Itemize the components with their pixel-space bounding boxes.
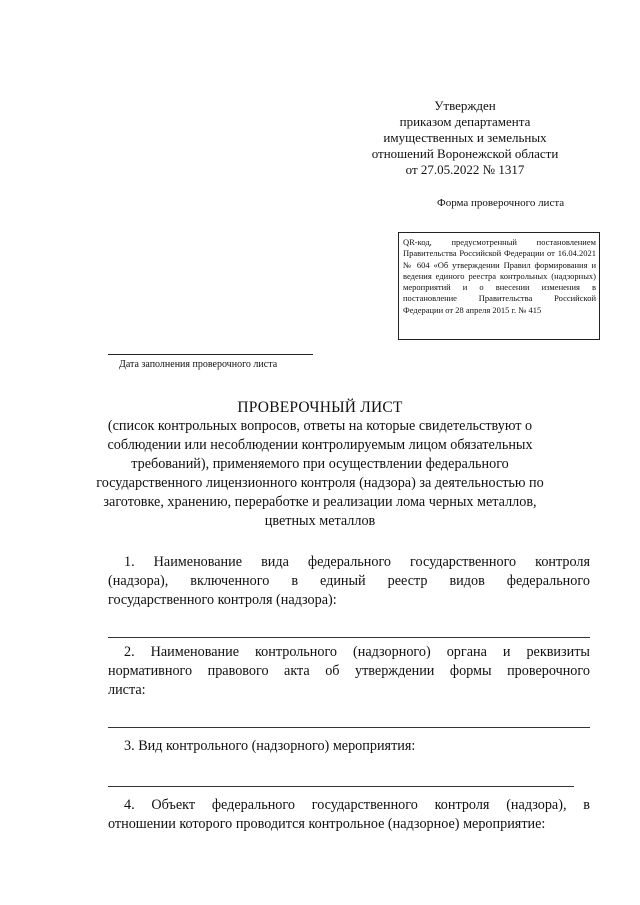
subtitle-line: цветных металлов [264, 513, 376, 529]
document-subtitle [80, 417, 560, 531]
word: листа: [108, 682, 146, 698]
word: в [291, 573, 299, 589]
approval-block [340, 98, 590, 178]
word: реестр [387, 573, 428, 589]
item-1 [108, 553, 590, 610]
word: формы [449, 663, 492, 679]
word: отношении которого проводится контрольное (надзорное) мероприятие: [108, 816, 546, 832]
date-label: Дата заполнения проверочного листа [119, 359, 278, 370]
item-4 [108, 796, 590, 834]
word: правового [207, 663, 269, 679]
word: утверждении [355, 663, 435, 679]
word: Наименование [153, 554, 243, 570]
approval-line: отношений Воронежской области [371, 146, 559, 161]
word: федерального [211, 797, 295, 813]
item-line [108, 662, 590, 681]
answer-fill-line [108, 727, 590, 728]
approval-line: Утвержден [434, 98, 496, 113]
item-line [108, 737, 590, 756]
word: государственного [311, 797, 418, 813]
word: и [502, 644, 511, 660]
item-line [108, 591, 590, 610]
approval-line: имущественных и земельных [383, 130, 547, 145]
word: федерального [307, 554, 392, 570]
answer-fill-line [108, 786, 574, 787]
item-line [108, 681, 590, 700]
word: (надзора), [108, 573, 169, 589]
word: государственного контроля (надзора): [108, 592, 337, 608]
approval-line: от 27.05.2022 № 1317 [405, 162, 525, 177]
item-line [108, 553, 590, 572]
word: 2. [124, 644, 135, 660]
word: проверочного [507, 663, 590, 679]
word: реквизиты [526, 644, 590, 660]
subtitle-line: соблюдении или несоблюдении контролируемым лицом обязательных [107, 437, 533, 453]
word: вида [261, 554, 289, 570]
word: Объект [151, 797, 196, 813]
word: акта [284, 663, 310, 679]
qr-note-box [398, 232, 600, 340]
word: об [325, 663, 340, 679]
item-3 [108, 737, 590, 756]
word: Наименование [150, 644, 240, 660]
word: нормативного [108, 663, 193, 679]
word: федерального [506, 573, 590, 589]
word: 3. Вид контрольного (надзорного) мероприятия: [124, 738, 416, 754]
word: контроля [535, 554, 590, 570]
word: контрольного [255, 644, 338, 660]
subtitle-line: государственного лицензионного контроля (надзора) за деятельностью по [96, 475, 544, 491]
subtitle-line: (список контрольных вопросов, ответы на которые свидетельствуют о [107, 418, 533, 434]
answer-fill-line [108, 637, 590, 638]
subtitle-line: требований), применяемого при осуществлении федерального [131, 456, 509, 472]
item-line [108, 815, 590, 834]
word: (надзорного) [353, 644, 431, 660]
word: органа [446, 644, 487, 660]
word: единый [320, 573, 366, 589]
word: 4. [124, 797, 135, 813]
word: (надзора), [506, 797, 567, 813]
item-2 [108, 643, 590, 700]
approval-line: приказом департамента [399, 114, 531, 129]
form-label: Форма проверочного листа [437, 197, 565, 209]
date-fill-line [108, 354, 313, 355]
item-line [108, 643, 590, 662]
subtitle-line: заготовке, хранению, переработке и реализации лома черных металлов, [103, 494, 537, 510]
item-line [108, 572, 590, 591]
word: 1. [124, 554, 135, 570]
word: видов [449, 573, 485, 589]
word: в [583, 797, 590, 813]
word: контроля [434, 797, 490, 813]
word: государственного [410, 554, 517, 570]
document-title: ПРОВЕРОЧНЫЙ ЛИСТ [237, 399, 403, 416]
item-line [108, 796, 590, 815]
qr-note-text: QR-код, предусмотренный постановлением Правительства Российской Федерации от 16.04.2021 № 604 «Об утверждении Правил формирования и ведения единого реестра контрольных (надзорных) мероприятий и о внесении изменения в постановление Правительства Российской Федерации от 28 апреля 2015 г. № 415 [403, 237, 596, 315]
word: включенного [190, 573, 270, 589]
